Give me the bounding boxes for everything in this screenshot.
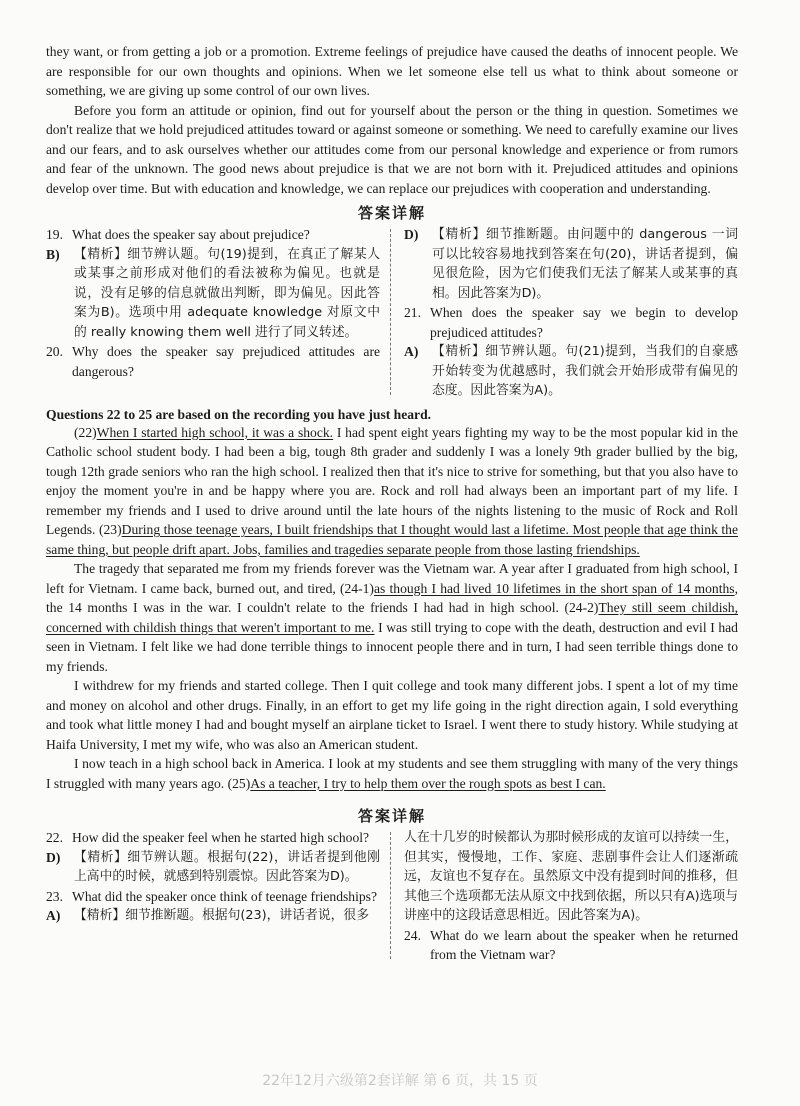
underlined-key-sentence: During those teenage years, I built friendships that I thought would last a lifetime. Most people that age think the same thing, but people drift apart. Jobs, families and tragedies separate people from those lasting friendships. <box>46 522 738 557</box>
answer-letter: B) <box>46 246 60 262</box>
underlined-key-sentence: They still seem childish, concerned with childish things that weren't important to me. <box>46 600 738 635</box>
passage-paragraph-4 <box>46 754 738 793</box>
passage-text: I had spent eight years fighting my way to be the most popular kid in the Catholic school student body. I had been a big, tough 8th grader and suddenly I was a lonely 9th grader bullied by the big, tough 12th grade seniors who ran the high school. I realized then that it's nice to strive for something, but that you also have to enjoy the moment you're in and be happy where you are. Rock and roll had always been an important part of my life. I remember my friends and I used to drive around until the late hours of the nights listening to the music of Rock and Roll Legends. <box>46 424 738 537</box>
passage-paragraph-1 <box>46 423 738 560</box>
left-column <box>46 225 392 401</box>
question-text: How did the speaker feel when he started high school? <box>72 830 370 845</box>
underlined-key-sentence: As a teacher, I try to help them over the rough spots as best I can. <box>250 775 606 791</box>
page-footer: 22年12月六级第2套详解 第 6 页，共 15 页 <box>262 1073 538 1089</box>
question-21 <box>404 303 738 342</box>
answer-letter: D) <box>46 849 61 865</box>
column-divider <box>390 229 391 395</box>
question-23 <box>46 887 380 907</box>
answer-explanation-title-1: 答案详解 <box>357 204 426 222</box>
sentence-marker: (23) <box>98 522 122 537</box>
answer-explanation: 【精析】细节辨认题。根据句(22)，讲话者提到他刚上高中的时候，就感到特别震惊。因此答案为D)。 <box>74 849 380 884</box>
answer-20 <box>404 225 738 303</box>
document-page <box>46 42 738 965</box>
sentence-marker: (22) <box>74 424 97 440</box>
column-divider <box>390 832 391 959</box>
answer-21 <box>404 342 738 401</box>
answer-explanation: 【精析】细节辨认题。句(19)提到，在真正了解某人或某事之前形成对他们的看法被称为偏见。也就是说，没有足够的信息就做出判断，即为偏见。因此答案为B)。选项中用 adequate knowledge 对原文中的 really knowing them well 进行了同义转述。 <box>74 246 380 340</box>
answer-explanation-title-2: 答案详解 <box>357 807 426 825</box>
sentence-marker: (25) <box>227 775 251 791</box>
left-column <box>46 828 392 965</box>
answer-explanation: 人在十几岁的时候都认为那时候形成的友谊可以持续一生，但其实，慢慢地，工作、家庭、悲剧事件会让人们逐渐疏远，友谊也不复存在。虽然原文中没有提到时间的推移，但其他三个选项都无法从原文中找到依据，所以只有A)选项与讲座中的这段话意思相近。因此答案为A)。 <box>404 830 738 923</box>
underlined-key-sentence: When I started high school, it was a shock. <box>96 424 334 440</box>
question-number: 19. <box>46 227 63 242</box>
answer-letter: D) <box>404 227 419 242</box>
paragraph-prejudice-1: they want, or from getting a job or a promotion. Extreme feelings of prejudice have caused the deaths of innocent people. We are responsible for our own thoughts and opinions. When we let someone else tell us what to think about someone or something, we are giving up some control of our own lives. <box>46 44 738 98</box>
answer-19 <box>46 245 380 343</box>
passage-text: The tragedy that separated me from my friends forever was the Vietnam war. A year after I graduated from high school, I left for Vietnam. I came back, burned out, and tired, <box>46 561 738 596</box>
answer-explanation: 【精析】细节推断题。根据句(23)，讲话者说，很多 <box>74 908 370 923</box>
paragraph-prejudice-2: Before you form an attitude or opinion, find out for yourself about the person or the thing in question. Sometimes we don't realize that we hold prejudiced attitudes toward or against someone or something. We need to carefully examine our lives and our fears, and to ask ourselves whether our attitudes come from our personal knowledge and experience or from rumors and fear of the unknown. The good news about prejudice is that we are not born with it. Prejudiced attitudes and opinions develop over time. But with education and knowledge, we can replace our prejudices with cooperation and understanding. <box>46 102 738 196</box>
passage-text: I was still trying to cope with the death, destruction and evil I had seen in Vietnam. I felt like we had done terrible things to innocent people there and in turn, I had seen terrible things done to my friends. <box>46 619 738 674</box>
answer-explanation: 【精析】细节推断题。由问题中的 dangerous 一词可以比较容易地找到答案在句(20)，讲话者提到，偏见很危险，因为它们使我们无法了解某人或某事的真相。因此答案为D)。 <box>432 227 738 301</box>
question-text: What do we learn about the speaker when he returned from the Vietnam war? <box>430 927 738 962</box>
question-20 <box>46 342 380 381</box>
question-number: 22. <box>46 830 63 845</box>
question-19 <box>46 225 380 245</box>
question-number: 20. <box>46 344 63 359</box>
answer-letter: A) <box>46 908 61 923</box>
underlined-key-sentence: as though I had lived 10 lifetimes in the short span of 14 months <box>373 580 735 596</box>
passage-text: I now teach in a high school back in America. I look at my students and see them struggling with many of the very things I struggled with many years ago. <box>46 756 738 791</box>
question-24 <box>404 926 738 965</box>
question-22 <box>46 828 380 848</box>
passage-paragraph-2 <box>46 559 738 676</box>
question-text: What did the speaker once think of teenage friendships? <box>72 888 377 904</box>
question-text: What does the speaker say about prejudice? <box>72 227 310 242</box>
question-number: 23. <box>46 888 63 904</box>
sentence-marker: (24-1) <box>339 580 374 596</box>
passage-paragraph-3: I withdrew for my friends and started college. Then I quit college and took many different jobs. I spent a lot of my time and money on alcohol and other drugs. Finally, in an effort to get my life going in the right direction again, I sold everything and took what little money I had and bought myself an airplane ticket to Israel. I went there to study history. While studying at Haifa University, I met my wife, who was also an American student. <box>46 678 738 752</box>
right-column <box>392 225 738 401</box>
question-number: 21. <box>404 305 421 320</box>
question-number: 24. <box>404 927 421 943</box>
answer-explanation-block-1 <box>46 225 738 401</box>
sentence-marker: (24-2) <box>564 600 599 615</box>
answer-explanation-block-2 <box>46 828 738 965</box>
passage-text: , the 14 months I was in the war. I couldn't relate to the friends I had had in high school. <box>46 580 738 615</box>
answer-22 <box>46 848 380 887</box>
answer-23-continued <box>404 828 738 926</box>
answer-letter: A) <box>404 344 419 359</box>
question-text: Why does the speaker say prejudiced attitudes are dangerous? <box>72 344 380 379</box>
answer-explanation: 【精析】细节辨认题。句(21)提到，当我们的自豪感开始转变为优越感时，我们就会开始形成带有偏见的态度。因此答案为A)。 <box>432 344 738 398</box>
question-text: When does the speaker say we begin to develop prejudiced attitudes? <box>430 305 738 340</box>
right-column <box>392 828 738 965</box>
answer-23 <box>46 906 380 926</box>
questions-header: Questions 22 to 25 are based on the recording you have just heard. <box>46 406 432 422</box>
